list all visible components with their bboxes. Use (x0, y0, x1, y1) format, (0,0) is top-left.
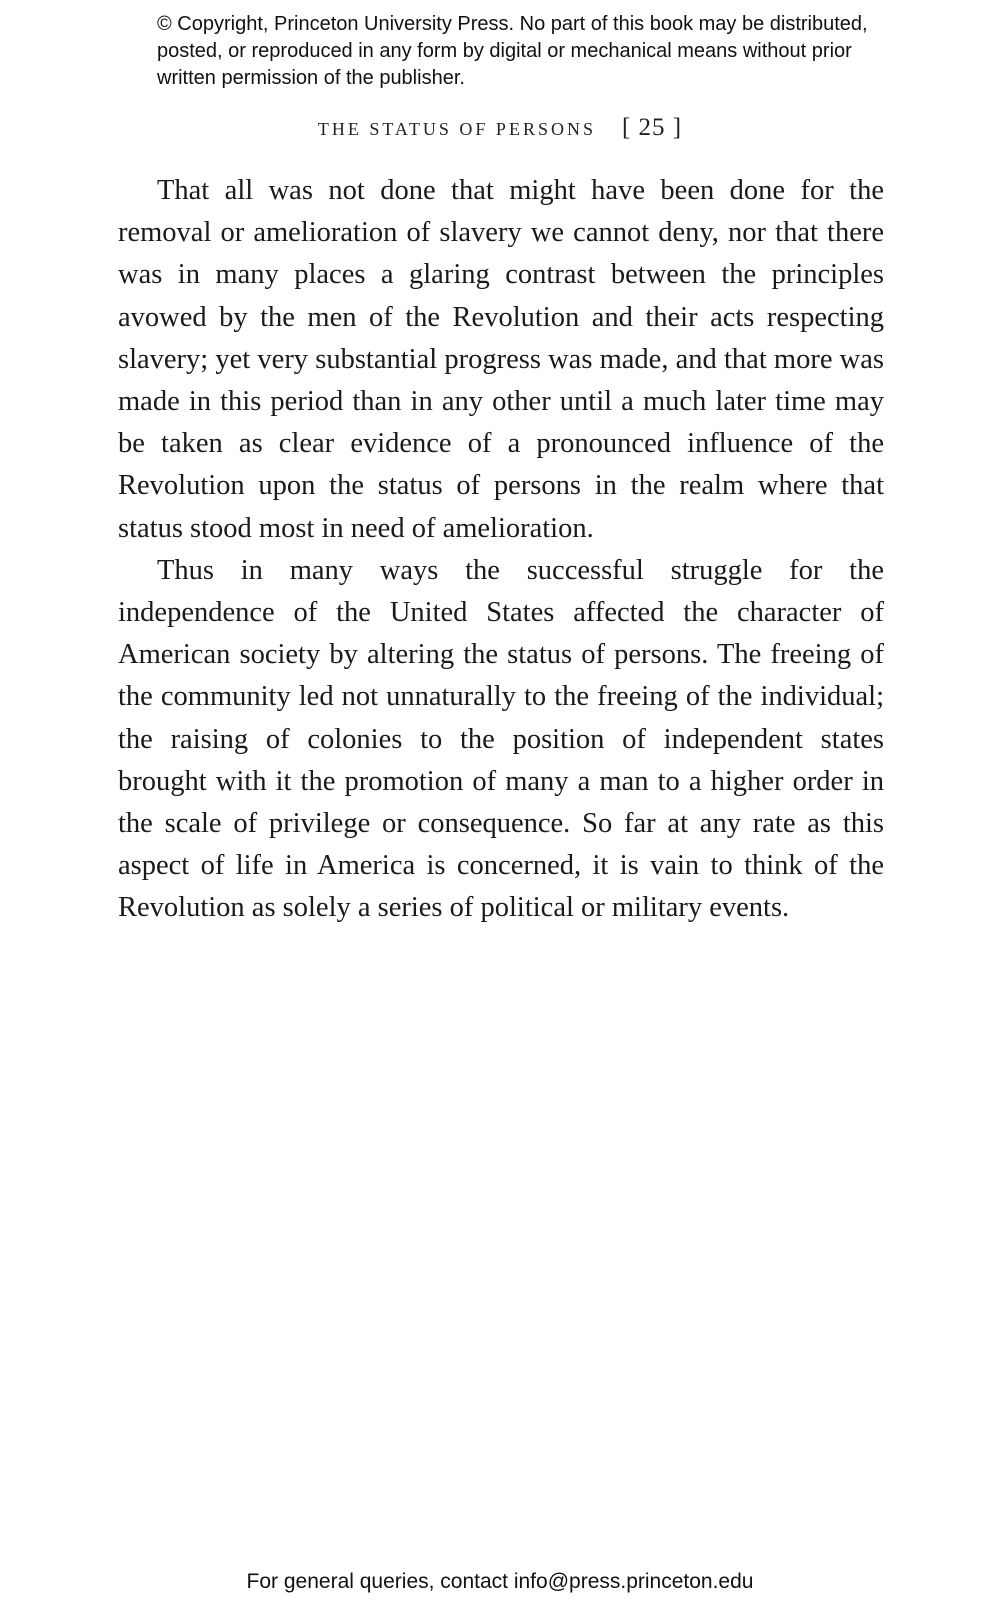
running-head (0, 114, 1000, 142)
running-head-title: THE STATUS OF PERSONS (317, 119, 596, 139)
page-number: [ 25 ] (621, 114, 683, 141)
paragraph: That all was not done that might have been done for the removal or amelioration of slavery we cannot deny, nor that there was in many places a glaring contrast between the principles avowed by the men of the Revolution and their acts respecting slavery; yet very substantial progress was made, and that more was made in this period than in any other until a much later time may be taken as clear evidence of a pronounced influence of the Revolution upon the status of persons in the realm where that status stood most in need of amelioration. (118, 175, 884, 544)
copyright-notice: © Copyright, Princeton University Press. No part of this book may be distributed, posted, or reproduced in any form by digital or mechanical means without prior written permission of the publisher. (157, 13, 868, 89)
footer-contact: For general queries, contact info@press.princeton.edu (246, 1570, 754, 1593)
body-text (118, 170, 884, 930)
paragraph: Thus in many ways the successful struggle for the independence of the United States affected the character of American society by altering the status of persons. The freeing of the community led not unnaturally to the freeing of the individual; the raising of colonies to the position of independent states brought with it the promotion of many a man to a higher order in the scale of privilege or consequence. So far at any rate as this aspect of life in America is concerned, it is vain to think of the Revolution as solely a series of political or military events. (118, 554, 884, 924)
